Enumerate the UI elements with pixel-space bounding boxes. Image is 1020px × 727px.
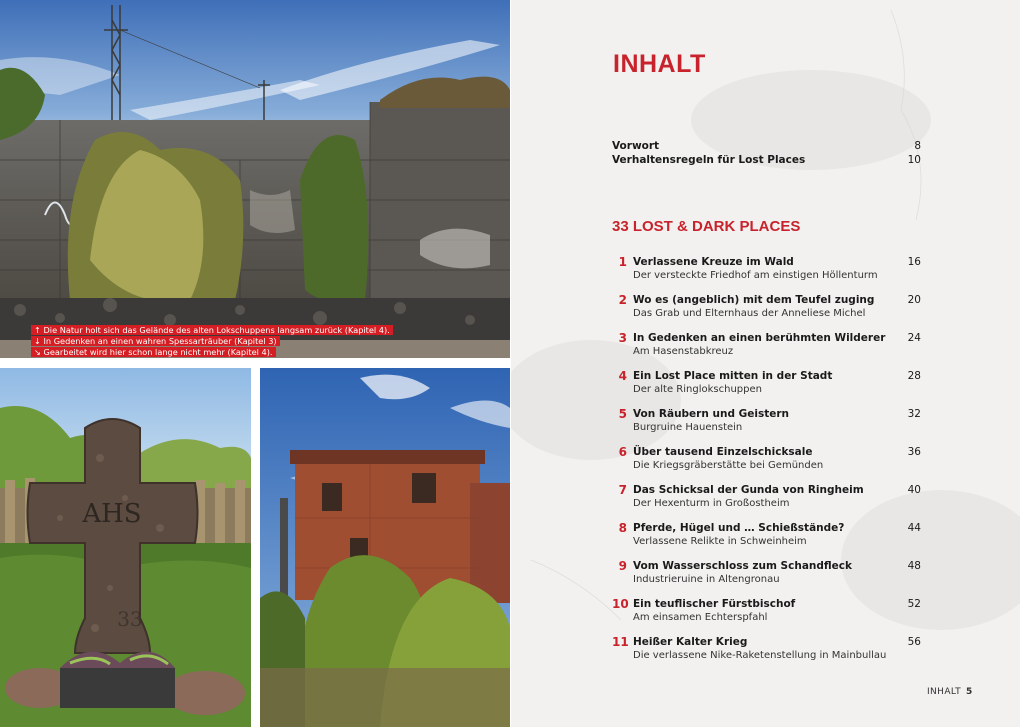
toc-entry — [612, 484, 921, 518]
entry-page: 24 — [907, 332, 921, 344]
entry-subtitle: Am einsamen Echterspfahl — [633, 612, 768, 623]
entry-title: Wo es (angeblich) mit dem Teufel zuging — [633, 294, 875, 306]
entry-title: Von Räubern und Geistern — [633, 408, 789, 420]
caption-text: Gearbeitet wird hier schon lange nicht mehr (Kapitel 4). — [43, 347, 273, 357]
entry-subtitle: Die Kriegsgräberstätte bei Gemünden — [633, 460, 824, 471]
entry-subtitle: Die verlassene Nike-Raketenstellung in Mainbullau — [633, 650, 887, 661]
front-matter-row — [612, 140, 921, 152]
entry-subtitle: Verlassene Relikte in Schweinheim — [633, 536, 807, 547]
entry-page: 56 — [907, 636, 921, 648]
entry-page: 48 — [907, 560, 921, 572]
entry-title: Verlassene Kreuze im Wald — [633, 256, 794, 268]
entry-number: 10 — [612, 597, 629, 611]
entry-page: 36 — [907, 446, 921, 458]
toc-entry — [612, 598, 921, 632]
toc-entry — [612, 256, 921, 290]
entry-number: 8 — [618, 521, 627, 535]
section-heading: 33 LOST & DARK PLACES — [612, 218, 801, 235]
caption-arrow-down-right-icon: ↘ — [34, 347, 41, 357]
page-footer — [927, 687, 973, 697]
photo-stone-cross — [0, 368, 251, 727]
entry-title: Pferde, Hügel und … Schießstände? — [633, 522, 845, 534]
caption-arrow-up-icon: ↑ — [34, 325, 41, 335]
entry-title: Heißer Kalter Krieg — [633, 636, 748, 648]
entry-subtitle: Das Grab und Elternhaus der Anneliese Michel — [633, 308, 866, 319]
photo-brick-ruin — [260, 368, 510, 727]
entry-title: Vom Wasserschloss zum Schandfleck — [633, 560, 853, 572]
photo-captions — [31, 325, 393, 358]
toc-entry — [612, 408, 921, 442]
entry-page: 16 — [907, 256, 921, 268]
front-matter-title: Vorwort — [612, 140, 660, 152]
entry-title: Ein Lost Place mitten in der Stadt — [633, 370, 833, 382]
toc-entry — [612, 294, 921, 328]
entry-title: Das Schicksal der Gunda von Ringheim — [633, 484, 864, 496]
front-matter-page: 10 — [907, 154, 921, 166]
right-page — [511, 0, 1020, 727]
entry-page: 52 — [907, 598, 921, 610]
front-matter-title: Verhaltensregeln für Lost Places — [612, 154, 806, 166]
caption-2 — [31, 336, 280, 346]
caption-text: In Gedenken an einen wahren Spessarträuber (Kapitel 3) — [43, 336, 277, 346]
toc-entry — [612, 446, 921, 480]
entry-subtitle: Am Hasenstabkreuz — [633, 346, 734, 357]
caption-text: Die Natur holt sich das Gelände des alten Lokschuppens langsam zurück (Kapitel 4). — [43, 325, 390, 335]
toc-entry — [612, 522, 921, 556]
entry-number: 11 — [612, 635, 629, 649]
caption-3 — [31, 347, 276, 357]
front-matter-row — [612, 154, 921, 166]
entry-subtitle: Der alte Ringlokschuppen — [633, 384, 762, 395]
entry-page: 44 — [907, 522, 921, 534]
toc-entry — [612, 370, 921, 404]
caption-1 — [31, 325, 393, 335]
entry-number: 9 — [618, 559, 627, 573]
entry-subtitle: Der Hexenturm in Großostheim — [633, 498, 790, 509]
cross-inscription: AHS — [82, 499, 142, 529]
entry-number: 5 — [618, 407, 627, 421]
cross-number: 33 — [117, 607, 143, 631]
footer-label: INHALT — [927, 687, 961, 697]
entry-subtitle: Burgruine Hauenstein — [633, 422, 743, 433]
photo-overgrown-wall — [0, 0, 510, 358]
page-title: INHALT — [613, 50, 706, 78]
entry-page: 40 — [907, 484, 921, 496]
toc-entry — [612, 560, 921, 594]
entry-number: 3 — [618, 331, 627, 345]
entry-number: 7 — [618, 483, 627, 497]
entry-subtitle: Industrieruine in Altengronau — [633, 574, 780, 585]
caption-arrow-down-icon: ↓ — [34, 336, 41, 346]
entry-title: In Gedenken an einen berühmten Wilderer — [633, 332, 886, 344]
entry-title: Über tausend Einzelschicksale — [633, 446, 813, 458]
entry-page: 32 — [907, 408, 921, 420]
entry-subtitle: Der versteckte Friedhof am einstigen Höllenturm — [633, 270, 878, 281]
page-number: 5 — [965, 687, 973, 697]
entry-title: Ein teuflischer Fürstbischof — [633, 598, 796, 610]
entry-number: 6 — [618, 445, 627, 459]
entry-page: 20 — [907, 294, 921, 306]
front-matter-page: 8 — [914, 140, 921, 152]
entry-number: 4 — [618, 369, 627, 383]
entry-page: 28 — [907, 370, 921, 382]
entry-number: 2 — [618, 293, 627, 307]
toc-entry — [612, 636, 921, 670]
toc-entry — [612, 332, 921, 366]
entry-number: 1 — [618, 255, 627, 269]
